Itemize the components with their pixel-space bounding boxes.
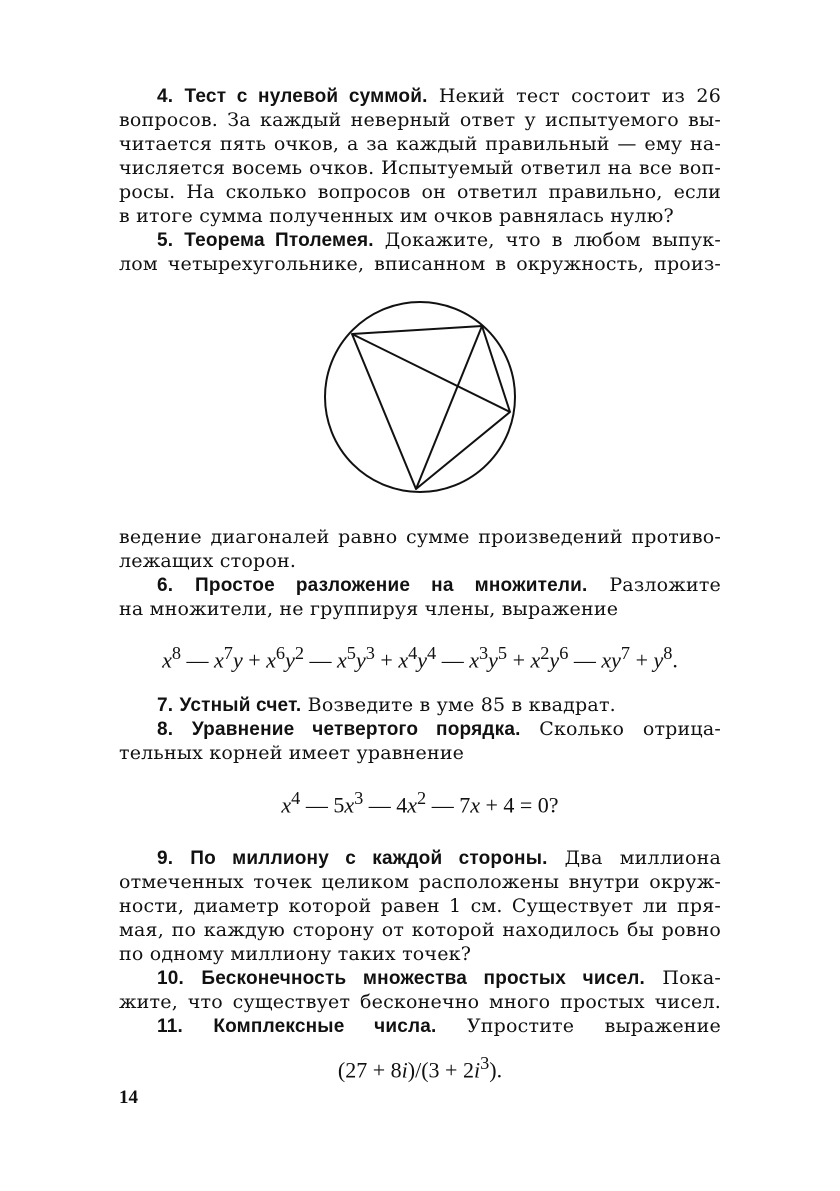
problem-9-line-2: отмеченных точек целиком расположены внутри окруж- <box>119 871 721 893</box>
problem-4-line-1 <box>157 84 721 109</box>
problem-5-title: Теорема Птолемея. <box>184 230 374 251</box>
problem-8-title: Уравнение четвертого порядка. <box>191 719 521 740</box>
problem-10-line-2: жите, что существует бесконечно много простых чисел. <box>119 991 721 1013</box>
problem-6-number: 6. <box>157 575 174 596</box>
diagonal-1 <box>352 334 510 412</box>
problem-4-title: Тест с нулевой суммой. <box>184 86 428 107</box>
problem-10-number: 10. <box>157 968 185 989</box>
problem-5-line-1 <box>157 228 721 253</box>
problem-8-line-2: тельных корней имеет уравнение <box>119 742 465 764</box>
problem-9-line-1 <box>157 846 721 871</box>
problem-8-line-1 <box>157 717 721 742</box>
problem-4-line-6: в итоге сумма полученных им очков равнялась нулю? <box>119 205 674 227</box>
problem-11-text: Упростите выражение <box>466 1015 721 1037</box>
complex-expression: $(27 + 8i)/(3 + 2i^3)$. <box>337 1053 503 1083</box>
problem-4-text: Некий тест состоит из 26 <box>438 85 721 107</box>
problem-11-title: Комплексные числа. <box>213 1016 437 1037</box>
problem-4-line-3: читается пять очков, а за каждый правильный — ему на- <box>119 133 721 155</box>
problem-9-line-5: по одному миллиону таких точек? <box>119 943 472 965</box>
quartic-equation: $x^4$ — $5x^3$ — $4x^2$ — 7x + 4 = 0? <box>281 788 559 818</box>
problem-7-number: 7. <box>157 695 174 716</box>
problem-5-number: 5. <box>157 230 174 251</box>
problem-5-line-2: лом четырехугольнике, вписанном в окружность, произ- <box>119 253 721 275</box>
problem-8-number: 8. <box>157 719 174 740</box>
problem-4-number: 4. <box>157 86 174 107</box>
problem-7-line-1 <box>157 693 721 718</box>
problem-6-title: Простое разложение на множители. <box>195 575 588 596</box>
problem-8-text: Сколько отрица- <box>539 718 721 740</box>
problem-5-line-4: лежащих сторон. <box>119 550 297 572</box>
problem-6-text: Разложите <box>609 574 721 596</box>
problem-9-line-3: ности, диаметр которой равен 1 см. Существует ли пря- <box>119 895 721 917</box>
problem-9-line-4: мая, по каждую сторону от которой находилось бы ровно <box>119 919 721 941</box>
factorization-formula: $x^8$ — $x^7y + x^6y^2$ — $x^5y^3 + x^4y^4$ — $x^3y^5 + x^2y^6$ — $xy^7 + y^8$. <box>162 643 678 673</box>
problem-5-text: Докажите, что в любом выпук- <box>384 229 721 251</box>
problem-7-title: Устный счет. <box>179 695 302 716</box>
problem-11-line-1 <box>157 1014 721 1039</box>
diagonal-2 <box>416 326 482 489</box>
problem-6-line-2: на множители, не группируя члены, выражение <box>119 598 619 620</box>
problem-9-text: Два миллиона <box>564 847 721 869</box>
ptolemy-figure <box>310 292 530 502</box>
problem-11-number: 11. <box>157 1016 183 1037</box>
problem-10-text: Пока- <box>662 967 721 989</box>
problem-4-line-5: росы. На сколько вопросов он ответил правильно, если <box>119 181 721 203</box>
problem-6-line-1 <box>157 573 721 598</box>
problem-7-text: Возведите в уме 85 в квадрат. <box>307 694 616 716</box>
problem-9-title: По миллиону с каждой стороны. <box>190 848 548 869</box>
problem-9-number: 9. <box>157 848 174 869</box>
problem-4-line-2: вопросов. За каждый неверный ответ у испытуемого вы- <box>119 109 721 131</box>
problem-5-line-3: ведение диагоналей равно сумме произведений противо- <box>119 526 721 548</box>
problem-4-line-4: числяется восемь очков. Испытуемый ответил на все воп- <box>119 157 721 179</box>
page-number: 14 <box>119 1087 138 1108</box>
problem-10-line-1 <box>157 966 721 991</box>
problem-10-title: Бесконечность множества простых чисел. <box>201 968 646 989</box>
